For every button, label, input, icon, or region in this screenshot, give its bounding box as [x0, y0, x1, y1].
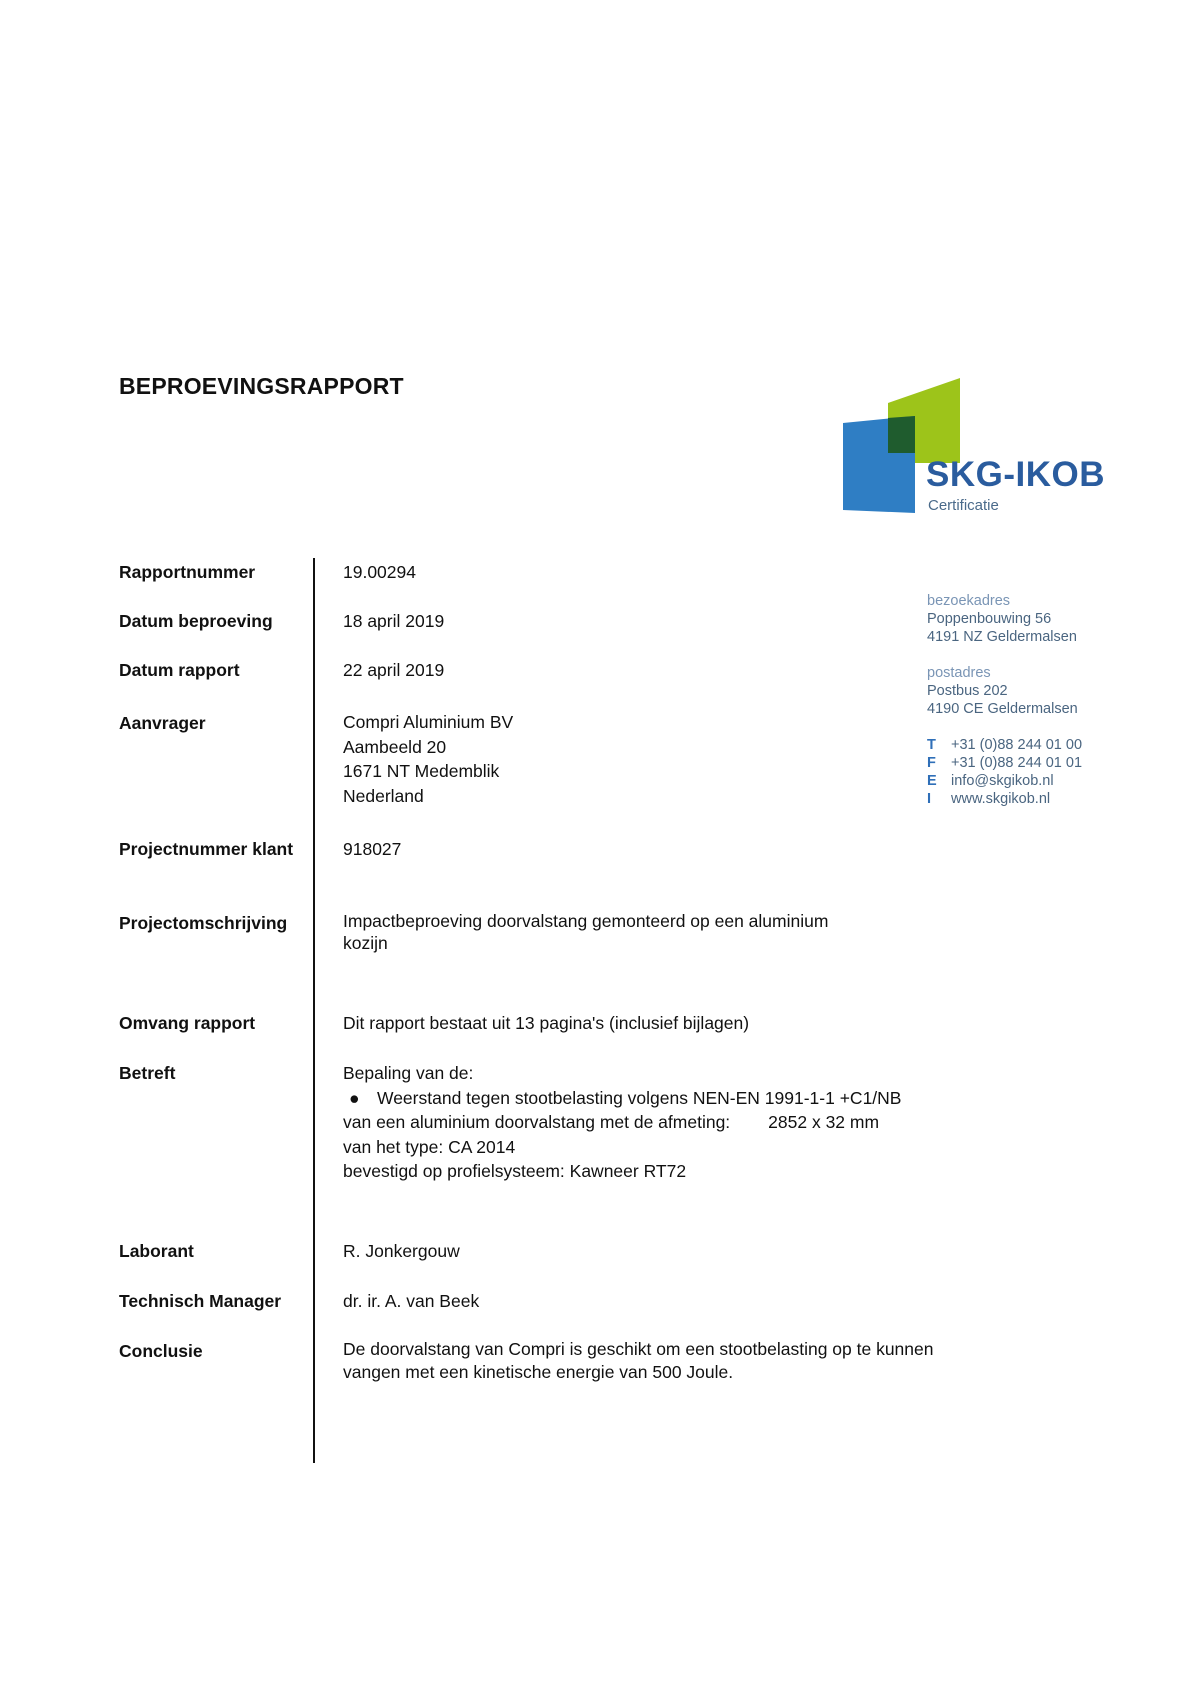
visit-address-label: bezoekadres [927, 593, 1011, 609]
value-projectnummer: 918027 [343, 839, 402, 859]
post-city: 4190 CE Geldermalsen [927, 701, 1078, 717]
website-link[interactable]: www.skgikob.nl [951, 791, 1051, 807]
value-datum-beproeving: 18 april 2019 [343, 611, 445, 631]
visit-street: Poppenbouwing 56 [927, 611, 1052, 627]
betreft-profiel: bevestigd op profielsysteem: Kawneer RT72 [343, 1161, 687, 1181]
bullet-icon: ● [349, 1087, 360, 1108]
label-projectnummer: Projectnummer klant [119, 839, 294, 859]
visit-city: 4191 NZ Geldermalsen [927, 629, 1077, 645]
conclusie-line-1: De doorvalstang van Compri is geschikt om een stootbelasting op te kunnen [343, 1339, 934, 1359]
web-key: I [927, 791, 932, 807]
value-laborant: R. Jonkergouw [343, 1241, 460, 1261]
logo-subtitle: Certificatie [928, 497, 999, 514]
label-datum-rapport: Datum rapport [119, 660, 240, 680]
vertical-divider [313, 558, 315, 1463]
value-betreft [343, 1061, 983, 1184]
betreft-intro: Bepaling van de: [343, 1063, 474, 1083]
betreft-afmeting-label: van een aluminium doorvalstang met de afmeting: [343, 1112, 731, 1132]
value-aanvrager [343, 710, 983, 808]
value-projectomschrijving [343, 910, 983, 954]
aanvrager-country: Nederland [343, 785, 424, 806]
report-title: BEPROEVINGSRAPPORT [119, 373, 404, 399]
value-rapportnummer: 19.00294 [343, 562, 416, 582]
fax-number: +31 (0)88 244 01 01 [951, 755, 1083, 771]
label-datum-beproeving: Datum beproeving [119, 611, 273, 631]
projectomschrijving-line-1: Impactbeproeving doorvalstang gemonteerd op een aluminium [343, 911, 829, 931]
value-omvang: Dit rapport bestaat uit 13 pagina's (inclusief bijlagen) [343, 1013, 750, 1033]
value-technisch-manager: dr. ir. A. van Beek [343, 1291, 480, 1311]
betreft-bullet [343, 1086, 983, 1111]
label-conclusie: Conclusie [119, 1341, 203, 1361]
aanvrager-city: 1671 NT Medemblik [343, 761, 500, 781]
betreft-afmeting-line [343, 1110, 983, 1135]
aanvrager-street: Aambeeld 20 [343, 736, 447, 757]
betreft-bullet-text: Weerstand tegen stootbelasting volgens NEN-EN 1991-1-1 +C1/NB [377, 1087, 902, 1108]
label-laborant: Laborant [119, 1241, 194, 1261]
label-technisch-manager: Technisch Manager [119, 1291, 282, 1311]
value-conclusie [343, 1338, 1043, 1384]
email-link[interactable]: info@skgikob.nl [951, 773, 1054, 789]
label-rapportnummer: Rapportnummer [119, 562, 256, 582]
label-omvang: Omvang rapport [119, 1013, 256, 1033]
value-datum-rapport: 22 april 2019 [343, 660, 445, 680]
aanvrager-company: Compri Aluminium BV [343, 712, 514, 732]
phone-number: +31 (0)88 244 01 00 [951, 737, 1083, 753]
logo-overlap [888, 416, 915, 453]
label-projectomschrijving: Projectomschrijving [119, 913, 288, 933]
phone-key: T [927, 737, 936, 753]
betreft-afmeting-value: 2852 x 32 mm [768, 1112, 880, 1132]
post-box: Postbus 202 [927, 683, 1008, 699]
fax-key: F [927, 755, 936, 771]
label-aanvrager: Aanvrager [119, 713, 206, 733]
post-address-label: postadres [927, 665, 991, 681]
email-key: E [927, 773, 937, 789]
label-betreft: Betreft [119, 1063, 176, 1083]
projectomschrijving-line-2: kozijn [343, 933, 388, 953]
conclusie-line-2: vangen met een kinetische energie van 500 Joule. [343, 1362, 734, 1382]
betreft-type: van het type: CA 2014 [343, 1136, 516, 1157]
logo-name: SKG-IKOB [926, 455, 1105, 494]
